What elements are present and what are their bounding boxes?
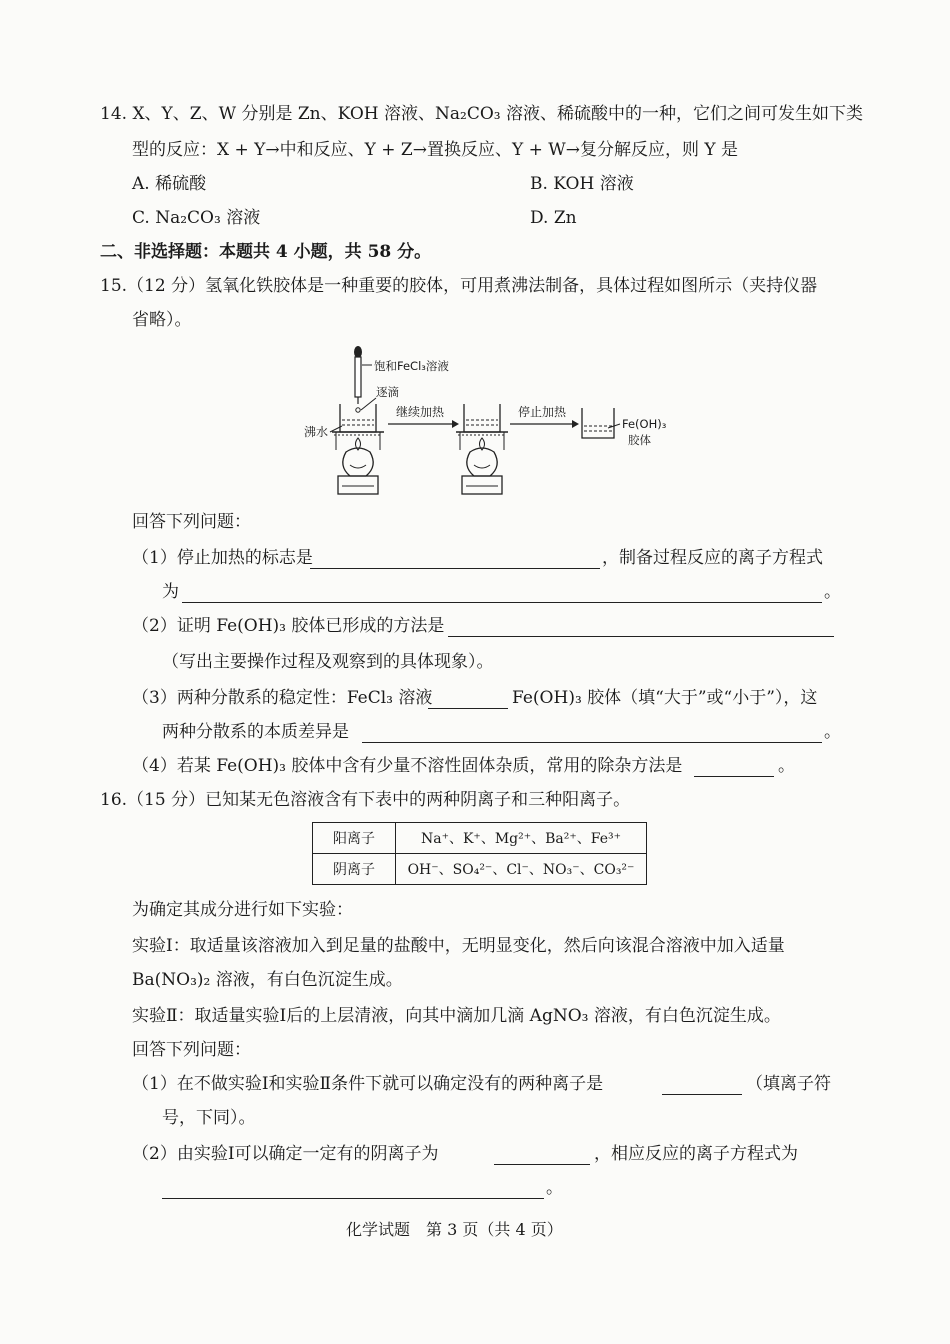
q14-option-a: A. 稀硫酸 <box>132 174 207 194</box>
q15-part1-blank-equation[interactable] <box>182 602 822 603</box>
label-boiling-water: 沸水 <box>304 425 329 439</box>
label-continue-heating: 继续加热 <box>396 405 445 419</box>
anion-list: OH⁻、SO₄²⁻、Cl⁻、NO₃⁻、CO₃²⁻ <box>396 854 647 885</box>
q16-exp1-line2: Ba(NO₃)₂ 溶液，有白色沉淀生成。 <box>132 970 403 990</box>
q14-option-b: B. KOH 溶液 <box>530 174 634 194</box>
label-stop-heating: 停止加热 <box>518 405 567 419</box>
dropper-icon <box>354 346 376 412</box>
q15-part2-note: （写出主要操作过程及观察到的具体现象）。 <box>162 652 494 672</box>
q16-part1-text2: （填离子符 <box>746 1074 831 1094</box>
q16-part2-blank-equation[interactable] <box>162 1198 544 1199</box>
page-footer: 化学试题 第 3 页（共 4 页） <box>346 1220 563 1239</box>
q15-stem-line1: 15.（12 分）氢氧化铁胶体是一种重要的胶体，可用煮沸法制备，具体过程如图所示（夹持仪器 <box>100 276 818 296</box>
q15-stem-line2: 省略）。 <box>132 310 192 330</box>
q15-part4-text: （4）若某 Fe(OH)₃ 胶体中含有少量不溶性固体杂质，常用的除杂方法是 <box>132 756 683 776</box>
beaker-2 <box>464 404 500 432</box>
q16-part1-blank[interactable] <box>662 1094 742 1095</box>
tripod-burner-1 <box>332 432 384 494</box>
q15-answer-prompt: 回答下列问题： <box>132 512 251 532</box>
ion-table <box>312 822 647 885</box>
q16-stem: 16.（15 分）已知某无色溶液含有下表中的两种阴离子和三种阳离子。 <box>100 790 631 810</box>
q15-part2-blank[interactable] <box>448 636 834 637</box>
tripod-burner-2 <box>456 432 508 494</box>
q16-answer-prompt: 回答下列问题： <box>132 1040 251 1060</box>
q15-part3-text: （3）两种分散系的稳定性：FeCl₃ 溶液 <box>132 688 433 708</box>
q15-part3-end: 。 <box>824 722 841 742</box>
q14-stem-line1: 14. X、Y、Z、W 分别是 Zn、KOH 溶液、Na₂CO₃ 溶液、稀硫酸中的一种，它们之间可发生如下类 <box>100 104 864 124</box>
section-heading: 二、非选择题：本题共 4 小题，共 58 分。 <box>100 242 432 262</box>
table-row <box>313 854 647 885</box>
q15-part2-text: （2）证明 Fe(OH)₃ 胶体已形成的方法是 <box>132 616 445 636</box>
q14-option-c: C. Na₂CO₃ 溶液 <box>132 208 261 228</box>
anion-header: 阴离子 <box>313 854 396 885</box>
colloid-preparation-figure <box>296 340 686 505</box>
table-row <box>313 823 647 854</box>
q15-part4-blank[interactable] <box>694 776 774 777</box>
label-saturated-fecl3: 饱和FeCl₃溶液 <box>374 359 449 373</box>
q15-part3-text2: Fe(OH)₃ 胶体（填“大于”或“小于”），这 <box>512 688 818 708</box>
q16-part2-text: （2）由实验Ⅰ可以确定一定有的阴离子为 <box>132 1144 439 1164</box>
q15-part3-blank-compare[interactable] <box>428 708 508 709</box>
q16-exp2: 实验Ⅱ：取适量实验Ⅰ后的上层清液，向其中滴加几滴 AgNO₃ 溶液，有白色沉淀生成。 <box>132 1006 781 1026</box>
q14-option-d: D. Zn <box>530 208 577 228</box>
q16-part2-end: 。 <box>546 1178 563 1198</box>
cation-list: Na⁺、K⁺、Mg²⁺、Ba²⁺、Fe³⁺ <box>396 823 647 854</box>
q15-part3-text3: 两种分散系的本质差异是 <box>162 722 349 742</box>
label-dropwise: 逐滴 <box>376 385 399 399</box>
q14-stem-line2: 型的反应：X + Y→中和反应、Y + Z→置换反应、Y + W→复分解反应，则 Y 是 <box>132 140 738 160</box>
q16-exp1-line1: 实验Ⅰ：取适量该溶液加入到足量的盐酸中，无明显变化，然后向该混合溶液中加入适量 <box>132 936 785 956</box>
q16-part1-text3: 号，下同）。 <box>162 1108 256 1128</box>
beaker-3 <box>582 408 614 438</box>
q16-part1-text: （1）在不做实验Ⅰ和实验Ⅱ条件下就可以确定没有的两种离子是 <box>132 1074 604 1094</box>
q15-part1-end: 。 <box>824 582 841 602</box>
q15-part1-blank-sign[interactable] <box>310 568 600 569</box>
cation-header: 阳离子 <box>313 823 396 854</box>
q16-part2-blank-anion[interactable] <box>494 1164 590 1165</box>
q15-part4-end: 。 <box>778 756 795 776</box>
label-product-formula: Fe(OH)₃ <box>622 417 667 431</box>
q16-intro: 为确定其成分进行如下实验： <box>132 900 353 920</box>
q15-part1-text: （1）停止加热的标志是 <box>132 548 313 568</box>
q15-part3-blank-difference[interactable] <box>362 742 822 743</box>
q15-part1-text2: ，制备过程反应的离子方程式 <box>602 548 823 568</box>
label-product-colloid: 胶体 <box>628 433 651 447</box>
q16-part2-text2: ，相应反应的离子方程式为 <box>594 1144 798 1164</box>
q15-part1-text3: 为 <box>162 582 179 602</box>
